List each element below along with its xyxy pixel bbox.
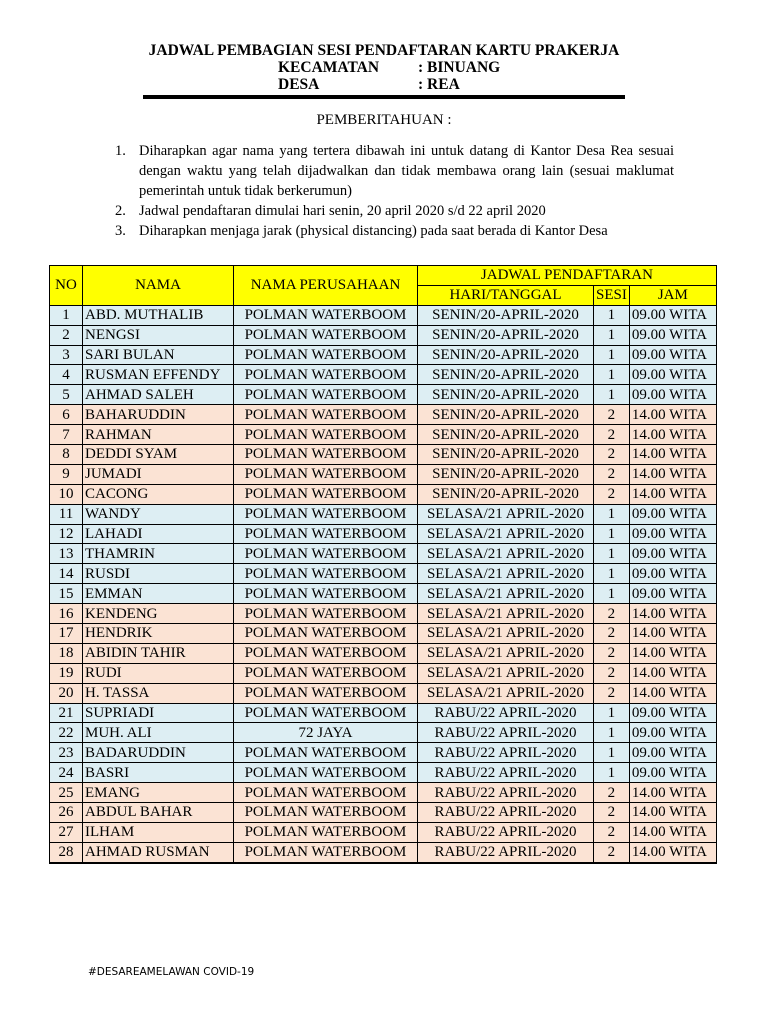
- row-hari: SENIN/20-APRIL-2020: [418, 464, 594, 484]
- row-jam: 09.00 WITA: [629, 504, 716, 524]
- row-sesi: 2: [594, 405, 630, 425]
- row-nama: HENDRIK: [83, 624, 234, 644]
- row-hari: SENIN/20-APRIL-2020: [418, 445, 594, 465]
- row-jam: 14.00 WITA: [629, 464, 716, 484]
- notice-item-number: 1.: [115, 143, 126, 159]
- table-row: [50, 504, 717, 524]
- row-sesi: 2: [594, 643, 630, 663]
- row-nama: THAMRIN: [83, 544, 234, 564]
- header-divider: [143, 95, 625, 99]
- row-hari: SELASA/21 APRIL-2020: [418, 564, 594, 584]
- row-nama: RUDI: [83, 663, 234, 683]
- row-jam: 09.00 WITA: [629, 723, 716, 743]
- row-hari: SELASA/21 APRIL-2020: [418, 643, 594, 663]
- row-no: 6: [50, 405, 83, 425]
- row-nama: RAHMAN: [83, 425, 234, 445]
- row-jam: 09.00 WITA: [629, 544, 716, 564]
- row-nama: BAHARUDDIN: [83, 405, 234, 425]
- desa-value: : REA: [418, 76, 460, 93]
- row-hari: RABU/22 APRIL-2020: [418, 803, 594, 823]
- row-sesi: 1: [594, 504, 630, 524]
- notice-item-text: Jadwal pendaftaran dimulai hari senin, 20 april 2020 s/d 22 april 2020: [139, 203, 546, 219]
- row-nama: CACONG: [83, 484, 234, 504]
- row-nama: SUPRIADI: [83, 703, 234, 723]
- row-nama: H. TASSA: [83, 683, 234, 703]
- row-no: 23: [50, 743, 83, 763]
- row-perusahaan: POLMAN WATERBOOM: [234, 345, 418, 365]
- row-hari: RABU/22 APRIL-2020: [418, 723, 594, 743]
- row-jam: 14.00 WITA: [629, 842, 716, 862]
- table-row: [50, 783, 717, 803]
- table-row: [50, 464, 717, 484]
- table-row: [50, 723, 717, 743]
- row-sesi: 1: [594, 544, 630, 564]
- row-no: 9: [50, 464, 83, 484]
- row-nama: ABIDIN TAHIR: [83, 643, 234, 663]
- header-hari: HARI/TANGGAL: [418, 285, 594, 305]
- row-perusahaan: POLMAN WATERBOOM: [234, 544, 418, 564]
- row-no: 18: [50, 643, 83, 663]
- row-hari: SENIN/20-APRIL-2020: [418, 365, 594, 385]
- row-jam: 14.00 WITA: [629, 783, 716, 803]
- row-perusahaan: POLMAN WATERBOOM: [234, 365, 418, 385]
- row-jam: 14.00 WITA: [629, 624, 716, 644]
- row-sesi: 2: [594, 464, 630, 484]
- row-perusahaan: POLMAN WATERBOOM: [234, 484, 418, 504]
- table-row: [50, 643, 717, 663]
- table-row: [50, 803, 717, 823]
- row-perusahaan: POLMAN WATERBOOM: [234, 783, 418, 803]
- row-perusahaan: POLMAN WATERBOOM: [234, 643, 418, 663]
- notice-item: [115, 201, 674, 221]
- row-sesi: 2: [594, 683, 630, 703]
- row-hari: SELASA/21 APRIL-2020: [418, 584, 594, 604]
- row-sesi: 1: [594, 385, 630, 405]
- table-row: [50, 345, 717, 365]
- table-row: [50, 763, 717, 783]
- row-jam: 14.00 WITA: [629, 604, 716, 624]
- row-hari: SELASA/21 APRIL-2020: [418, 683, 594, 703]
- row-nama: MUH. ALI: [83, 723, 234, 743]
- header-jadwal: JADWAL PENDAFTARAN: [418, 266, 717, 286]
- row-perusahaan: POLMAN WATERBOOM: [234, 624, 418, 644]
- row-sesi: 2: [594, 842, 630, 862]
- notice-list: [115, 141, 674, 241]
- table-row: [50, 325, 717, 345]
- row-perusahaan: POLMAN WATERBOOM: [234, 564, 418, 584]
- row-jam: 09.00 WITA: [629, 564, 716, 584]
- row-no: 26: [50, 803, 83, 823]
- row-no: 25: [50, 783, 83, 803]
- row-jam: 09.00 WITA: [629, 365, 716, 385]
- table-row: [50, 822, 717, 842]
- row-nama: EMMAN: [83, 584, 234, 604]
- row-perusahaan: POLMAN WATERBOOM: [234, 385, 418, 405]
- row-no: 20: [50, 683, 83, 703]
- row-sesi: 2: [594, 425, 630, 445]
- row-sesi: 1: [594, 325, 630, 345]
- row-sesi: 1: [594, 524, 630, 544]
- row-no: 11: [50, 504, 83, 524]
- row-perusahaan: POLMAN WATERBOOM: [234, 504, 418, 524]
- row-jam: 09.00 WITA: [629, 385, 716, 405]
- table-row: [50, 385, 717, 405]
- row-no: 22: [50, 723, 83, 743]
- row-perusahaan: POLMAN WATERBOOM: [234, 703, 418, 723]
- row-hari: SENIN/20-APRIL-2020: [418, 325, 594, 345]
- row-jam: 09.00 WITA: [629, 703, 716, 723]
- table-row: [50, 365, 717, 385]
- row-no: 2: [50, 325, 83, 345]
- row-sesi: 1: [594, 763, 630, 783]
- table-row: [50, 663, 717, 683]
- notice-item-text: Diharapkan agar nama yang tertera dibawah ini untuk datang di Kantor Desa Rea sesuai dengan waktu yang telah dijadwalkan dan tidak membawa orang lain (sesuai maklumat pemerintah untuk tidak berkerumun): [139, 143, 674, 199]
- notice-item-number: 3.: [115, 223, 126, 239]
- row-perusahaan: POLMAN WATERBOOM: [234, 743, 418, 763]
- row-sesi: 1: [594, 703, 630, 723]
- row-perusahaan: POLMAN WATERBOOM: [234, 524, 418, 544]
- row-sesi: 2: [594, 663, 630, 683]
- row-nama: NENGSI: [83, 325, 234, 345]
- row-jam: 14.00 WITA: [629, 484, 716, 504]
- table-row: [50, 445, 717, 465]
- table-row: [50, 524, 717, 544]
- row-jam: 09.00 WITA: [629, 345, 716, 365]
- row-perusahaan: POLMAN WATERBOOM: [234, 604, 418, 624]
- kecamatan-value: : BINUANG: [418, 59, 501, 76]
- document-title: JADWAL PEMBAGIAN SESI PENDAFTARAN KARTU PRAKERJA: [148, 42, 620, 59]
- row-sesi: 1: [594, 723, 630, 743]
- row-nama: DEDDI SYAM: [83, 445, 234, 465]
- row-hari: RABU/22 APRIL-2020: [418, 842, 594, 862]
- row-hari: RABU/22 APRIL-2020: [418, 783, 594, 803]
- row-nama: WANDY: [83, 504, 234, 524]
- row-no: 21: [50, 703, 83, 723]
- row-nama: RUSMAN EFFENDY: [83, 365, 234, 385]
- row-perusahaan: POLMAN WATERBOOM: [234, 584, 418, 604]
- row-no: 8: [50, 445, 83, 465]
- desa-label: DESA: [278, 76, 320, 93]
- row-jam: 14.00 WITA: [629, 803, 716, 823]
- row-nama: ILHAM: [83, 822, 234, 842]
- row-sesi: 1: [594, 365, 630, 385]
- row-perusahaan: POLMAN WATERBOOM: [234, 405, 418, 425]
- row-nama: AHMAD RUSMAN: [83, 842, 234, 862]
- row-no: 14: [50, 564, 83, 584]
- row-nama: KENDENG: [83, 604, 234, 624]
- row-nama: LAHADI: [83, 524, 234, 544]
- row-hari: RABU/22 APRIL-2020: [418, 743, 594, 763]
- row-hari: RABU/22 APRIL-2020: [418, 703, 594, 723]
- row-perusahaan: POLMAN WATERBOOM: [234, 803, 418, 823]
- row-jam: 14.00 WITA: [629, 663, 716, 683]
- row-hari: SENIN/20-APRIL-2020: [418, 425, 594, 445]
- row-no: 1: [50, 305, 83, 325]
- row-perusahaan: POLMAN WATERBOOM: [234, 325, 418, 345]
- row-perusahaan: POLMAN WATERBOOM: [234, 842, 418, 862]
- row-sesi: 2: [594, 783, 630, 803]
- row-hari: SENIN/20-APRIL-2020: [418, 305, 594, 325]
- row-nama: AHMAD SALEH: [83, 385, 234, 405]
- row-no: 13: [50, 544, 83, 564]
- row-no: 28: [50, 842, 83, 862]
- row-jam: 09.00 WITA: [629, 325, 716, 345]
- row-hari: SELASA/21 APRIL-2020: [418, 604, 594, 624]
- row-sesi: 2: [594, 803, 630, 823]
- table-row: [50, 564, 717, 584]
- row-sesi: 2: [594, 445, 630, 465]
- row-nama: ABDUL BAHAR: [83, 803, 234, 823]
- row-perusahaan: POLMAN WATERBOOM: [234, 425, 418, 445]
- row-hari: SENIN/20-APRIL-2020: [418, 345, 594, 365]
- row-hari: RABU/22 APRIL-2020: [418, 763, 594, 783]
- row-no: 24: [50, 763, 83, 783]
- row-perusahaan: POLMAN WATERBOOM: [234, 305, 418, 325]
- table-row: [50, 484, 717, 504]
- table-row: [50, 743, 717, 763]
- row-jam: 14.00 WITA: [629, 425, 716, 445]
- row-nama: RUSDI: [83, 564, 234, 584]
- row-perusahaan: POLMAN WATERBOOM: [234, 763, 418, 783]
- row-perusahaan: 72 JAYA: [234, 723, 418, 743]
- table-row: [50, 842, 717, 862]
- row-no: 16: [50, 604, 83, 624]
- row-jam: 09.00 WITA: [629, 763, 716, 783]
- row-perusahaan: POLMAN WATERBOOM: [234, 822, 418, 842]
- table-row: [50, 683, 717, 703]
- row-sesi: 2: [594, 822, 630, 842]
- notice-item: [115, 221, 674, 241]
- row-sesi: 1: [594, 305, 630, 325]
- row-hari: SENIN/20-APRIL-2020: [418, 385, 594, 405]
- row-no: 4: [50, 365, 83, 385]
- table-row: [50, 425, 717, 445]
- row-hari: SENIN/20-APRIL-2020: [418, 484, 594, 504]
- footer-hashtag: #DESAREAMELAWAN COVID-19: [88, 966, 255, 978]
- row-jam: 09.00 WITA: [629, 524, 716, 544]
- row-hari: SELASA/21 APRIL-2020: [418, 544, 594, 564]
- table-row: [50, 584, 717, 604]
- row-nama: SARI BULAN: [83, 345, 234, 365]
- row-perusahaan: POLMAN WATERBOOM: [234, 445, 418, 465]
- notice-item: [115, 141, 674, 201]
- row-no: 15: [50, 584, 83, 604]
- row-no: 27: [50, 822, 83, 842]
- row-jam: 14.00 WITA: [629, 445, 716, 465]
- table-row: [50, 305, 717, 325]
- row-no: 3: [50, 345, 83, 365]
- row-sesi: 1: [594, 564, 630, 584]
- row-hari: SENIN/20-APRIL-2020: [418, 405, 594, 425]
- row-sesi: 1: [594, 345, 630, 365]
- row-sesi: 1: [594, 743, 630, 763]
- notice-item-text: Diharapkan menjaga jarak (physical distancing) pada saat berada di Kantor Desa: [139, 223, 608, 239]
- row-nama: EMANG: [83, 783, 234, 803]
- row-jam: 09.00 WITA: [629, 584, 716, 604]
- table-row: [50, 405, 717, 425]
- row-no: 19: [50, 663, 83, 683]
- row-jam: 09.00 WITA: [629, 743, 716, 763]
- row-hari: SELASA/21 APRIL-2020: [418, 504, 594, 524]
- row-no: 17: [50, 624, 83, 644]
- row-perusahaan: POLMAN WATERBOOM: [234, 683, 418, 703]
- header-sesi: SESI: [594, 285, 630, 305]
- row-jam: 14.00 WITA: [629, 683, 716, 703]
- table-row: [50, 703, 717, 723]
- row-hari: SELASA/21 APRIL-2020: [418, 663, 594, 683]
- row-nama: BASRI: [83, 763, 234, 783]
- table-row: [50, 604, 717, 624]
- row-sesi: 1: [594, 584, 630, 604]
- header-nama: NAMA: [83, 266, 234, 306]
- row-no: 12: [50, 524, 83, 544]
- row-hari: RABU/22 APRIL-2020: [418, 822, 594, 842]
- schedule-table: [49, 265, 717, 864]
- row-jam: 14.00 WITA: [629, 405, 716, 425]
- row-nama: BADARUDDIN: [83, 743, 234, 763]
- row-sesi: 2: [594, 604, 630, 624]
- table-row: [50, 544, 717, 564]
- row-no: 7: [50, 425, 83, 445]
- notice-item-number: 2.: [115, 203, 126, 219]
- row-hari: SELASA/21 APRIL-2020: [418, 524, 594, 544]
- row-jam: 09.00 WITA: [629, 305, 716, 325]
- row-no: 10: [50, 484, 83, 504]
- row-jam: 14.00 WITA: [629, 643, 716, 663]
- header-no: NO: [50, 266, 83, 306]
- row-nama: JUMADI: [83, 464, 234, 484]
- header-perusahaan: NAMA PERUSAHAAN: [234, 266, 418, 306]
- row-no: 5: [50, 385, 83, 405]
- notice-title: PEMBERITAHUAN :: [316, 112, 452, 128]
- kecamatan-label: KECAMATAN: [278, 59, 380, 76]
- header-jam: JAM: [629, 285, 716, 305]
- row-perusahaan: POLMAN WATERBOOM: [234, 663, 418, 683]
- row-perusahaan: POLMAN WATERBOOM: [234, 464, 418, 484]
- table-row: [50, 624, 717, 644]
- row-sesi: 2: [594, 624, 630, 644]
- row-nama: ABD. MUTHALIB: [83, 305, 234, 325]
- row-sesi: 2: [594, 484, 630, 504]
- row-hari: SELASA/21 APRIL-2020: [418, 624, 594, 644]
- row-jam: 14.00 WITA: [629, 822, 716, 842]
